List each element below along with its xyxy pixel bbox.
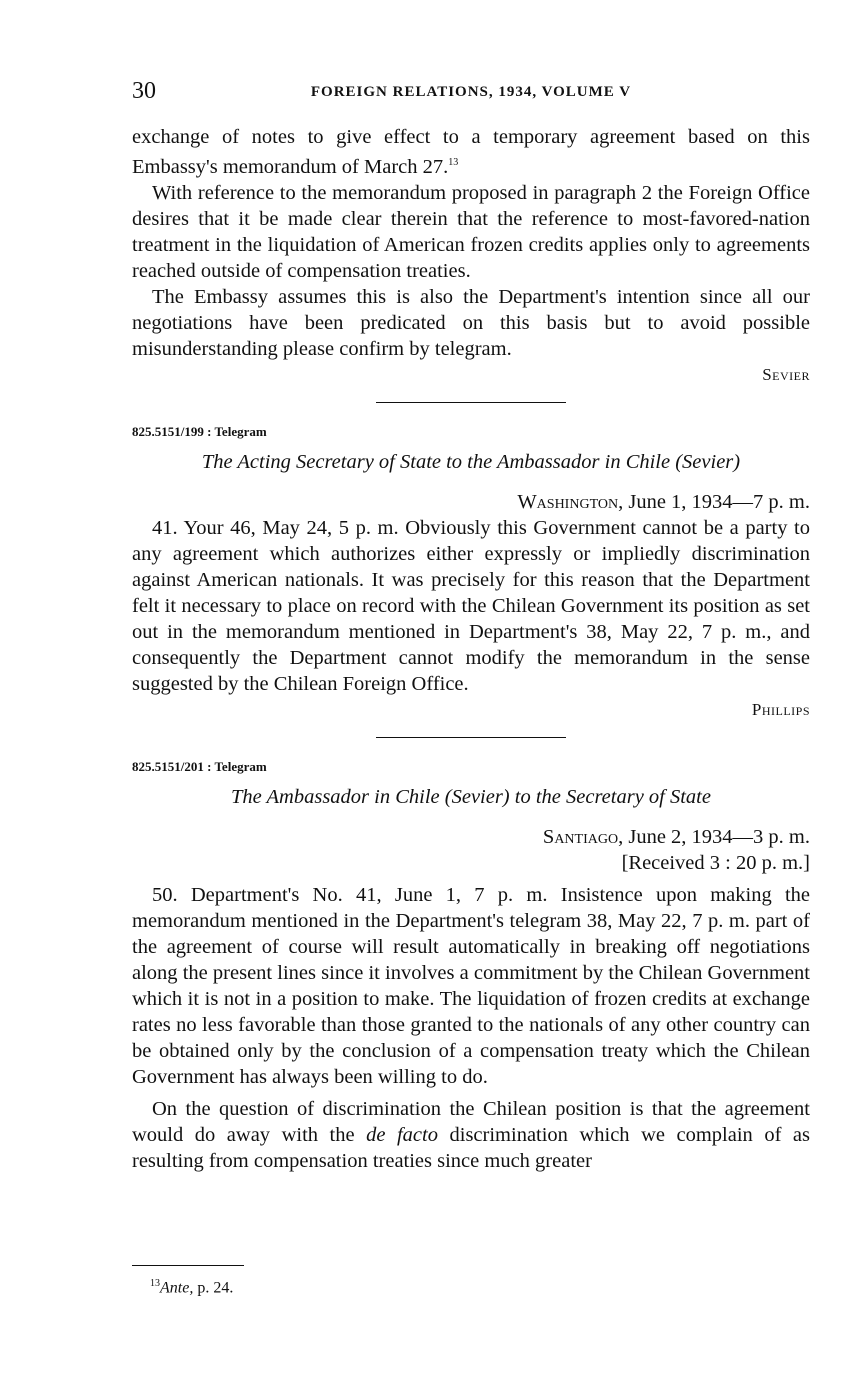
telegram-body: 41. Your 46, May 24, 5 p. m. Obviously this Government cannot be a party to any agreement which authorizes either expressly or impliedly discrimination against American nationals. It was precisely for this reason that the Department felt it necessary to place on record with the Chilean Government its position as set out in the memorandum mentioned in Department's 38, May 22, 7 p. m., and consequently the Department cannot modify the memorandum in the sense suggested by the Chilean Foreign Office. <box>132 516 810 695</box>
signature-phillips: Phillips <box>751 699 810 719</box>
dateline-date: June 1, 1934—7 p. m. <box>623 490 810 513</box>
body-text <box>132 124 810 1174</box>
received-time: [Received 3 : 20 p. m.] <box>621 851 810 874</box>
section-divider <box>376 737 566 738</box>
paragraph-continuation <box>132 124 810 180</box>
italic-phrase: de facto <box>366 1123 438 1146</box>
footnote-marker: 13 <box>150 1278 160 1289</box>
running-head: FOREIGN RELATIONS, 1934, VOLUME V <box>310 84 632 100</box>
dateline <box>132 489 810 515</box>
footnote <box>150 1278 233 1297</box>
document-title: The Ambassador in Chile (Sevier) to the Secretary of State <box>231 785 711 808</box>
paragraph-memorandum-reference: With reference to the memorandum proposed in paragraph 2 the Foreign Office desires that it be made clear therein that the reference to most-favored-nation treatment in the liquidation of American frozen credits applies only to agreements reached outside of compensation treaties. <box>132 181 810 282</box>
telegram-body: 50. Department's No. 41, June 1, 7 p. m. Insistence upon making the memorandum mentioned in the Department's telegram 38, May 22, 7 p. m. part of the agreement of course will result automatically in breaking off negotiations along the present lines since it involves a commitment by the Chilean Government which it is not in a position to make. The liquidation of frozen credits at exchange rates no less favorable than those granted to the nationals of any other country can be obtained only by the conclusion of a compensation treaty which the Chilean Government has always been willing to do. <box>132 883 810 1088</box>
dateline <box>132 824 810 850</box>
paragraph-text: On the question of discrimination the Chilean position is that the agreement would do away with the <box>132 1097 810 1146</box>
paragraph-embassy-assumes: The Embassy assumes this is also the Department's intention since all our negotiations have been predicated on this basis but to avoid possible misunderstanding please confirm by telegram. <box>132 285 810 360</box>
file-number: 825.5151/201 : Telegram <box>132 758 267 774</box>
paragraph-continuation-text: exchange of notes to give effect to a temporary agreement based on this Embassy's memorandum of March 27. <box>132 126 810 178</box>
footnote-source: Ante, <box>160 1279 194 1297</box>
section-divider <box>376 402 566 403</box>
document-title: The Acting Secretary of State to the Ambassador in Chile (Sevier) <box>201 450 741 473</box>
signature-sevier: Sevier <box>762 364 810 384</box>
dateline-place: Washington, <box>517 490 624 513</box>
footnote-rule <box>132 1265 244 1266</box>
page-header <box>132 78 810 108</box>
paragraph-text: discrimination which we complain of as resulting from compensation treaties since much greater <box>132 1123 810 1172</box>
footnote-ref: 13 <box>448 157 459 168</box>
page-number: 30 <box>132 78 156 104</box>
paragraph-discrimination <box>132 1096 810 1174</box>
file-number: 825.5151/199 : Telegram <box>132 423 267 439</box>
footnote-page: p. 24. <box>193 1279 234 1297</box>
dateline-date: June 2, 1934—3 p. m. <box>623 825 810 848</box>
dateline-place: Santiago, <box>542 825 624 848</box>
